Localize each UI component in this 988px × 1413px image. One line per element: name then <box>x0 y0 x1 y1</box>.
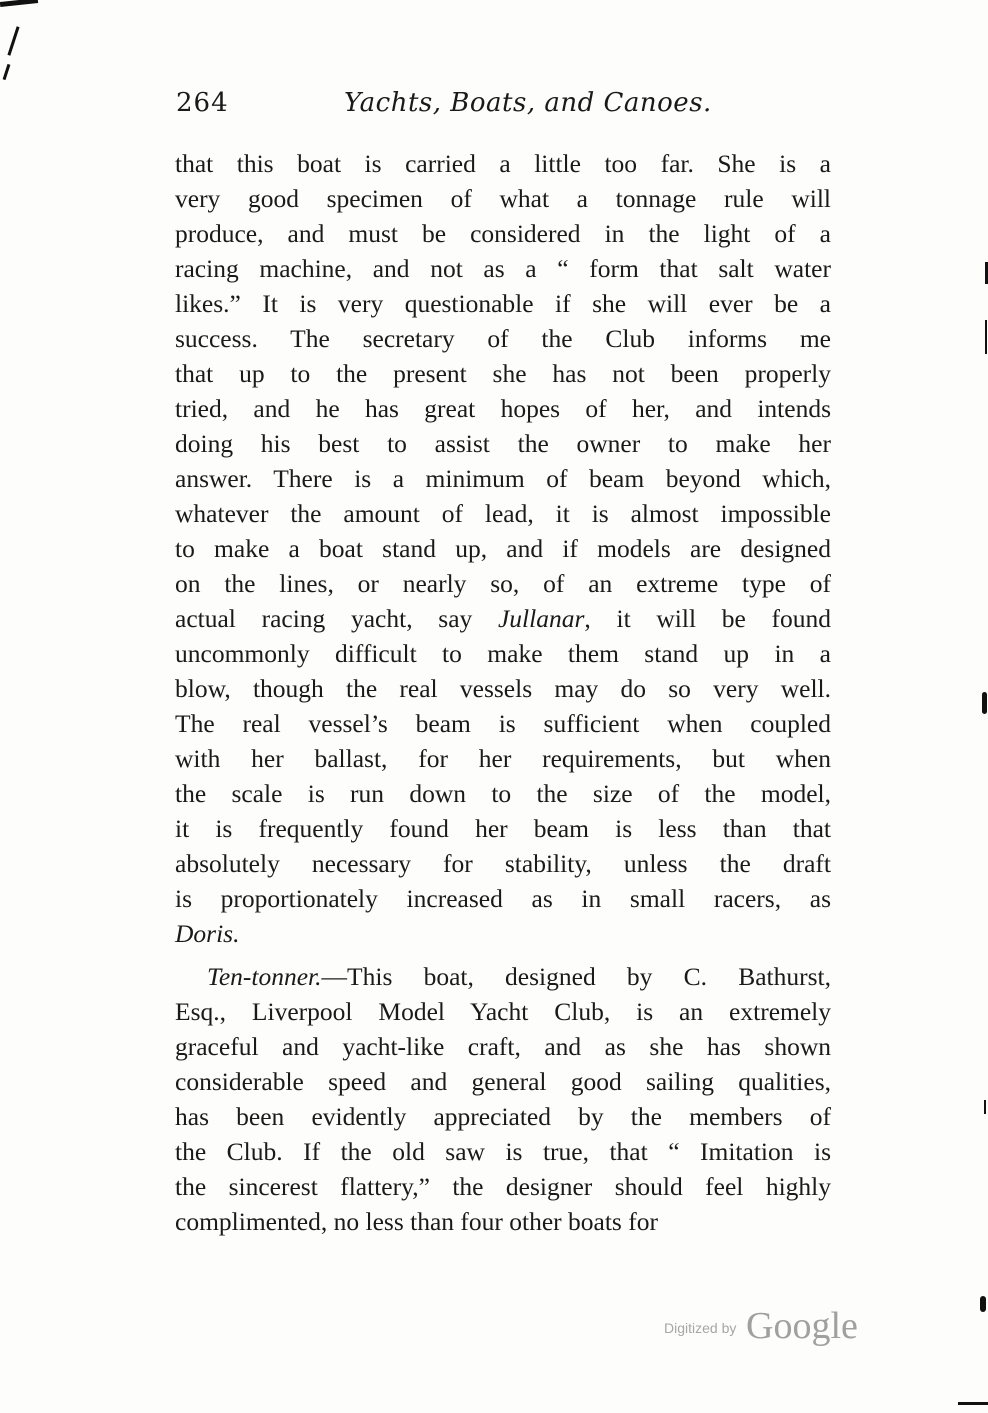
text-line: on the lines, or nearly so, of an extreme type of <box>175 569 831 598</box>
scan-mark <box>985 320 987 354</box>
text-line: considerable speed and general good sailing qualities, <box>175 1067 831 1096</box>
text-line: The real vessel’s beam is sufficient when coupled <box>175 709 831 738</box>
text-line: graceful and yacht-like craft, and as she has shown <box>175 1032 831 1061</box>
text-run: actual racing yacht, say <box>175 604 498 633</box>
scan-mark <box>982 692 987 714</box>
page-header <box>176 88 836 122</box>
scan-mark <box>980 1296 986 1312</box>
text-line: complimented, no less than four other boats for <box>175 1207 658 1236</box>
text-line: is proportionately increased as in small racers, as <box>175 884 831 913</box>
text-line: the scale is run down to the size of the model, <box>175 779 831 808</box>
scan-mark <box>3 64 11 80</box>
text-line: uncommonly difficult to make them stand up in a <box>175 639 831 668</box>
text-line: doing his best to assist the owner to make her <box>175 429 831 458</box>
digitized-by-label: Digitized by <box>664 1320 737 1336</box>
text-line: to make a boat stand up, and if models are designed <box>175 534 831 563</box>
scan-mark <box>958 1402 988 1405</box>
text-line: success. The secretary of the Club informs me <box>175 324 831 353</box>
text-line: has been evidently appreciated by the members of <box>175 1102 831 1131</box>
text-line: produce, and must be considered in the light of a <box>175 219 831 248</box>
text-line: the Club. If the old saw is true, that “ Imitation is <box>175 1137 831 1166</box>
text-line: racing machine, and not as a “ form that salt water <box>175 254 831 283</box>
italic-text: Ten-tonner. <box>207 962 322 991</box>
italic-text: Doris. <box>175 919 240 948</box>
text-run: , it will be found <box>584 604 831 633</box>
text-line: absolutely necessary for stability, unless the draft <box>175 849 831 878</box>
text-line: Esq., Liverpool Model Yacht Club, is an extremely <box>175 997 831 1026</box>
scan-mark <box>0 0 38 7</box>
text-line: with her ballast, for her requirements, but when <box>175 744 831 773</box>
digitization-watermark <box>664 1306 874 1346</box>
text-line: likes.” It is very questionable if she will ever be a <box>175 289 831 318</box>
text-line: the sincerest flattery,” the designer should feel highly <box>175 1172 831 1201</box>
text-line: very good specimen of what a tonnage rule will <box>175 184 831 213</box>
text-line: that up to the present she has not been properly <box>175 359 831 388</box>
scan-mark <box>984 1100 986 1114</box>
text-line <box>175 959 831 994</box>
text-line <box>175 601 831 636</box>
text-line: that this boat is carried a little too far. She is a <box>175 149 831 178</box>
text-line: it is frequently found her beam is less than that <box>175 814 831 843</box>
scan-mark <box>7 26 19 55</box>
text-line: blow, though the real vessels may do so very well. <box>175 674 831 703</box>
italic-text: Jullanar <box>497 604 585 633</box>
body-text <box>175 146 831 1239</box>
text-line: whatever the amount of lead, it is almost impossible <box>175 499 831 528</box>
text-run: —This boat, designed by C. Bathurst, <box>321 962 831 991</box>
running-title: Yachts, Boats, and Canoes. <box>344 88 712 118</box>
text-line: answer. There is a minimum of beam beyond which, <box>175 464 831 493</box>
page-number: 264 <box>176 88 229 118</box>
google-logo: Google <box>746 1305 858 1347</box>
text-line: tried, and he has great hopes of her, and intends <box>175 394 831 423</box>
text-line <box>175 916 831 951</box>
